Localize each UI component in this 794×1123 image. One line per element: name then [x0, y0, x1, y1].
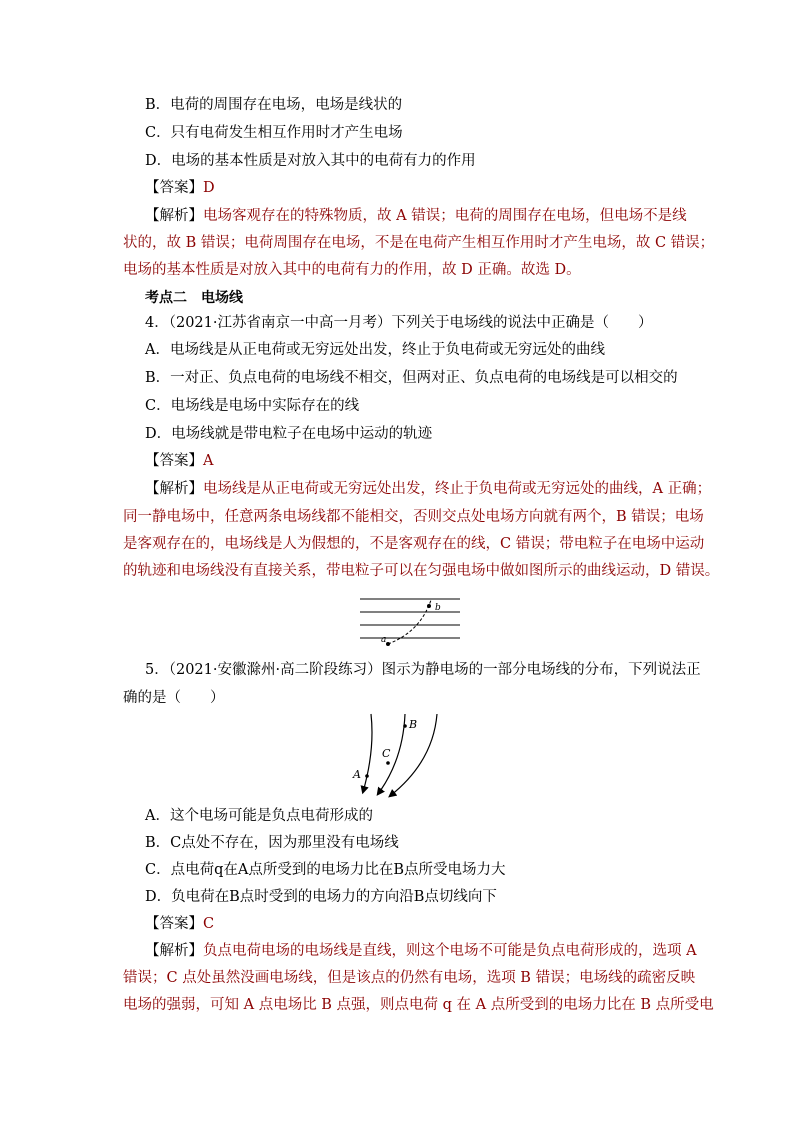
point-C: [386, 761, 390, 765]
trajectory-curve: [388, 600, 431, 644]
q3-analysis-line-3: 电场的基本性质是对放入其中的电荷有力的作用，故 D 正确。故选 D。: [123, 262, 581, 278]
q4-option-d: D．电场线就是带电粒子在电场中运动的轨迹: [145, 426, 433, 442]
answer-value: C: [203, 916, 215, 932]
q4-stem: 4．（2021·江苏省南京一中高一月考）下列关于电场线的说法中正确是（ ）: [145, 315, 653, 331]
answer-value: A: [203, 453, 214, 469]
q5-field-figure: [345, 710, 445, 802]
label-B: B: [409, 718, 418, 731]
q4-answer: [145, 451, 213, 471]
q3-analysis-line-1: [145, 206, 687, 226]
q3-analysis-line-2: 状的，故 B 错误；电荷周围存在电场，不是在电荷产生相互作用时才产生电场，故 C 错误；: [123, 235, 715, 251]
analysis-text: 负点电荷电场的电场线是直线，则这个电场不可能是负点电荷形成的，选项 A: [203, 943, 697, 959]
answer-value: D: [203, 180, 215, 196]
answer-tag: 【答案】: [145, 180, 203, 196]
q4-option-a: A．电场线是从正电荷或无穷远处出发，终止于负电荷或无穷远处的曲线: [145, 342, 605, 358]
answer-tag: 【答案】: [145, 453, 203, 469]
q5-option-d: D．负电荷在B点时受到的电场力的方向沿B点切线向下: [145, 889, 497, 905]
q5-analysis-line-2: 错误；C 点处虽然没画电场线，但是该点的仍然有电场，选项 B 错误；电场线的疏密反映: [123, 970, 696, 986]
q4-option-c: C．电场线是电场中实际存在的线: [145, 398, 360, 414]
label-C: C: [382, 747, 391, 760]
point-b: [427, 604, 431, 608]
q5-stem-line-2: 确的是（ ）: [123, 690, 225, 706]
label-b: b: [435, 603, 441, 613]
analysis-tag: 【解析】: [145, 208, 203, 224]
q4-analysis-line-2: 同一静电场中，任意两条电场线都不能相交，否则交点处电场方向就有两个，B 错误；电场: [123, 509, 704, 525]
analysis-tag: 【解析】: [145, 943, 203, 959]
q4-analysis-line-1: [145, 479, 711, 499]
q3-option-c: C．只有电荷发生相互作用时才产生电场: [145, 125, 403, 141]
q3-answer: [145, 178, 215, 198]
analysis-text: 电场线是从正电荷或无穷远处出发，终止于负电荷或无穷远处的曲线，A 正确；: [203, 481, 712, 497]
q3-option-b: B．电荷的周围存在电场，电场是线状的: [145, 97, 403, 113]
q4-option-b: B．一对正、负点电荷的电场线不相交，但两对正、负点电荷的电场线是可以相交的: [145, 370, 678, 386]
q5-stem-line-1: 5．（2021·安徽滁州·高二阶段练习）图示为静电场的一部分电场线的分布，下列说法正: [145, 662, 701, 678]
q4-field-figure: [355, 592, 465, 650]
q4-analysis-line-4: 的轨迹和电场线没有直接关系，带电粒子可以在匀强电场中做如图所示的曲线运动，D 错误。: [123, 563, 720, 579]
q3-option-d: D．电场的基本性质是对放入其中的电荷有力的作用: [145, 153, 476, 169]
point-a: [386, 642, 390, 646]
point-B: [403, 724, 407, 728]
label-a: a: [381, 635, 387, 645]
q5-option-c: C．点电荷q在A点所受到的电场力比在B点所受电场力大: [145, 862, 506, 878]
q5-option-a: A．这个电场可能是负点电荷形成的: [145, 808, 373, 824]
answer-tag: 【答案】: [145, 916, 203, 932]
section-title: 考点二 电场线: [145, 290, 243, 306]
label-A: A: [353, 768, 361, 781]
analysis-text: 电场客观存在的特殊物质，故 A 错误；电荷的周围存在电场，但电场不是线: [203, 208, 687, 224]
q5-answer: [145, 914, 214, 934]
q5-analysis-line-1: [145, 941, 697, 961]
analysis-tag: 【解析】: [145, 481, 203, 497]
field-line-left: [363, 714, 372, 792]
q5-analysis-line-3: 电场的强弱，可知 A 点电场比 B 点强，则点电荷 q 在 A 点所受到的电场力比在 B 点所受电: [123, 997, 714, 1013]
q4-analysis-line-3: 是客观存在的，电场线是人为假想的，不是客观存在的线，C 错误；带电粒子在电场中运动: [123, 536, 705, 552]
q5-option-b: B．C点处不存在，因为那里没有电场线: [145, 835, 399, 851]
point-A: [365, 774, 369, 778]
